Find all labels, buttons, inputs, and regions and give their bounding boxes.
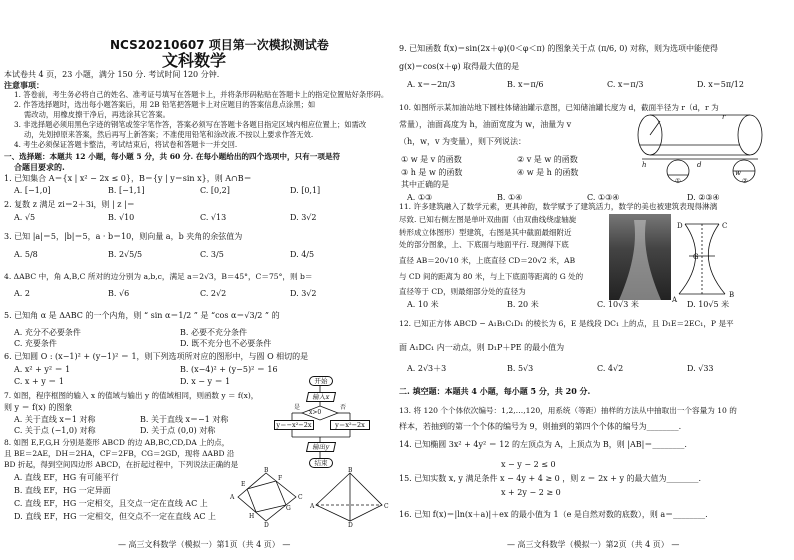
question-11-cont-3: 处的部分图象，上、下底面与地面平行. 现测得下底: [399, 240, 569, 249]
rhombus-label-g: G: [286, 505, 291, 512]
question-2: 2. 复数 z 满足 zi＝2＋3i，则 | z |＝: [4, 200, 135, 209]
q8-option-b: B. 直线 EF，HG 一定异面: [14, 486, 111, 495]
q10-option-d: D. ②③④: [687, 193, 720, 202]
question-13-cont: 样本，若抽到的第一个个体的编号为 9，则抽到的第四个个体的编号为________.: [399, 422, 682, 431]
tank-caption-2: ②: [742, 177, 748, 185]
q10-item-2: ② v 是 w 的函数: [517, 155, 578, 164]
q1-option-d: D. [0,1]: [290, 186, 321, 195]
intro-note-4: 4. 考生必须保证答题卡整洁，考试结束后，将试卷和答题卡一并交回.: [14, 140, 238, 149]
question-16: 16. 已知 f(x)＝|ln(x＋a)|＋ex 的最小值为 1（e 是自然对数的底数），则 a＝________.: [399, 510, 708, 519]
question-10-cont-2: （h，w，v 为变量），则下列说法：: [399, 137, 527, 146]
q4-option-c: C. 2√2: [200, 289, 227, 298]
q2-option-b: B. √10: [108, 213, 135, 222]
rhombus-label-a: A: [230, 494, 235, 501]
rhombus2-label-c: C: [384, 503, 389, 510]
q1-option-c: C. [0,2]: [200, 186, 230, 195]
section-1-heading: 一、选择题：本题共 12 小题，每小题 5 分，共 60 分. 在每小题给出的四个选项中，只有一项是符: [4, 152, 341, 161]
question-4: 4. ΔABC 中，角 A,B,C 所对的边分别为 a,b,c，满足 a＝2√3，B＝45°，C＝75°，则 b＝: [4, 272, 313, 281]
tank-caption-1: ①: [675, 177, 681, 185]
flow-end: 结束: [309, 458, 333, 468]
hyper-label-b: B: [729, 291, 735, 299]
flow-left-process: y＝−x²−2x: [274, 420, 314, 430]
question-9-cont: g(x)＝cos(x＋φ) 取得最大值的是: [399, 62, 520, 71]
question-15: 15. 已知实数 x, y 满足条件 x − 4y + 4 ≥ 0 ，则 z ＝ 2x + y 的最大值为________.: [399, 474, 702, 483]
question-8-cont-2: BD 折起，得到空间四边形 ABCD，在折起过程中，下列说法正确的是: [4, 460, 239, 469]
q10-option-a: A. ①③: [407, 193, 433, 202]
q4-option-d: D. 3√2: [290, 289, 317, 298]
q11-option-b: B. 20 米: [507, 300, 539, 309]
flow-start: 开始: [309, 376, 333, 386]
q10-item-4: ④ w 是 h 的函数: [517, 168, 579, 177]
question-11-cont-2: 转形成立体图形）型建筑，右图是其中截面最细附近: [399, 228, 572, 237]
rhombus-label-b: B: [264, 467, 269, 474]
question-11: 11. 许多建筑融入了数学元素，更具神韵，数学赋予了建筑活力，数学的美也被建筑表现得淋漓: [399, 202, 718, 211]
flow-right-process: y＝x²−2x: [330, 420, 370, 430]
page-2-footer: — 高三文科数学（模拟一）第2页（共 4 页） —: [507, 540, 680, 549]
tower-silhouette-icon: [609, 214, 671, 300]
q15-constraint-3: x + 2y − 2 ≥ 0: [501, 488, 561, 497]
question-5: 5. 已知角 α 是 ΔABC 的一个内角，则 “ sin α＝1/2 ” 是 “cos α＝√3/2 ” 的: [4, 311, 280, 320]
question-3: 3. 已知 |a|＝5，|b|＝5，a · b＝10，则向量 a，b 夹角的余弦值为: [4, 232, 243, 241]
q5-option-c: C. 充要条件: [14, 339, 57, 348]
question-10: 10. 如图所示某加油站地下圆柱体储油罐示意图，已知储油罐长度为 d，截面半径为 r（d，r 为: [399, 103, 719, 112]
intro-note-2: 2. 作答选择题时，选出每小题答案后，用 2B 铅笔把答题卡上对应题目的答案信息点涂黑；如: [14, 100, 316, 109]
q12-option-d: D. √33: [687, 364, 714, 373]
q3-option-d: D. 4/5: [290, 250, 315, 259]
question-11-cont-4: 直径 AB＝20√10 米，上底直径 CD＝20√2 米，AB: [399, 256, 576, 265]
q11-option-a: A. 10 米: [407, 300, 439, 309]
q9-option-b: B. x＝π/6: [507, 80, 544, 89]
section-1-heading-cont: 合题目要求的.: [14, 162, 65, 172]
rhombus-fold-figure: [232, 465, 392, 530]
hyper-label-g: G: [693, 253, 699, 261]
q4-option-a: A. 2: [14, 289, 30, 298]
question-10-cont-1: 常量），油面高度为 h，油面宽度为 w，油量为 v: [399, 120, 572, 129]
intro-note-3b: 动，先划掉原来答案，然后再写上新答案；不准使用铅笔和涂改液.不按以上要求作答无效.: [24, 130, 314, 139]
rhombus-label-f: F: [278, 475, 283, 482]
page-1-footer: — 高三文科数学（模拟一）第1页（共 4 页） —: [118, 540, 291, 549]
hyper-label-a: A: [672, 296, 678, 304]
rhombus-label-d: D: [264, 522, 269, 529]
flow-condition: x>0: [309, 409, 322, 416]
question-13: 13. 将 120 个个体依次编号：1,2,…,120，用系统（等距）抽样的方法从中抽取出一个容量为 10 的: [399, 406, 737, 415]
intro-note-3: 3. 非选择题必须用黑色字迹的钢笔或签字笔作答，答案必须写在答题卡各题目指定区域内相应位置上；如需改: [14, 120, 367, 129]
q7-option-a: A. 关于直线 x＝1 对称: [14, 415, 96, 424]
q6-option-c: C. x + y ＝ 1: [14, 377, 64, 386]
section-2-heading: 二. 填空题：本题共 4 小题，每小题 5 分，共 20 分.: [399, 386, 591, 396]
rhombus2-label-a: A: [310, 503, 315, 510]
question-6: 6. 已知圆 O : (x−1)² + (y−1)² ＝ 1，则下列选项所对应的图形中，与圆 O 相切的是: [4, 352, 309, 361]
q2-option-a: A. √5: [14, 213, 36, 222]
question-11-cont-1: 尽致. 已知右侧左图是单叶双曲面（由双曲线绕虚轴旋: [399, 215, 577, 224]
q8-option-c: C. 直线 EF，HG 一定相交，且交点一定在直线 AC 上: [14, 499, 208, 508]
question-10-cont-3: 其中正确的是: [401, 180, 449, 189]
q5-option-a: A. 充分不必要条件: [14, 328, 81, 337]
question-14: 14. 已知椭圆 3x² + 4y² ＝ 12 的左顶点为 A，上顶点为 B，则 |AB|＝________.: [399, 440, 687, 449]
q9-option-c: C. x＝π/3: [607, 80, 644, 89]
q2-option-c: C. √13: [200, 213, 227, 222]
question-8-cont-1: 且 BE＝2AE，DH＝2HA，CF＝2FB，CG＝2GD，现将 ΔABD 沿: [4, 449, 235, 458]
q12-option-c: C. 4√2: [597, 364, 624, 373]
flow-input: 输入x: [306, 392, 336, 402]
question-7-cont: 则 y ＝ f(x) 的图象: [4, 403, 73, 412]
rhombus-label-c: C: [298, 494, 303, 501]
q6-option-a: A. x² + y² ＝ 1: [14, 365, 71, 374]
q4-option-b: B. √6: [108, 289, 130, 298]
intro-note-1: 1. 答卷前，考生务必将自己的姓名、准考证号填写在答题卡上，并将条形码粘贴在答题卡上的指定位置贴好条形码。: [14, 90, 389, 99]
intro-notes-heading: 注意事项：: [4, 80, 44, 90]
q6-option-d: D. x − y ＝ 1: [180, 377, 231, 386]
question-1: 1. 已知集合 A＝{x | x² − 2x ≤ 0}，B＝{y | y＝sin x}，则 A∩B＝: [4, 174, 252, 183]
q15-constraint-1: x − y − 2 ≤ 0: [501, 460, 556, 469]
rhombus2-label-b: B: [348, 467, 353, 474]
rhombus2-label-d: D: [348, 522, 353, 529]
q10-item-3: ③ h 是 w 的函数: [401, 168, 463, 177]
question-11-cont-6: 直径等于 CD，则最细部分处的直径为: [399, 287, 526, 296]
q3-option-b: B. 2√5/5: [108, 250, 143, 259]
q7-option-c: C. 关于点 (−1,0) 对称: [14, 426, 96, 435]
exam-title: NCS20210607 项目第一次模拟测试卷: [110, 38, 329, 52]
rhombus-label-h: H: [249, 513, 255, 520]
q8-option-a: A. 直线 EF，HG 有可能平行: [14, 473, 119, 482]
q9-option-d: D. x＝5π/12: [697, 80, 744, 89]
q1-option-b: B. [−1,1]: [108, 186, 145, 195]
hyper-label-c: C: [722, 222, 728, 230]
tank-label-d: d: [697, 161, 702, 169]
q1-option-a: A. [−1,0]: [14, 186, 51, 195]
intro-line-1: 本试卷共 4 页，23 小题，满分 150 分. 考试时间 120 分钟.: [4, 70, 220, 79]
question-11-cont-5: 与 CD 间的距离为 80 米，与上下底面等距离的 G 处的: [399, 272, 584, 281]
flow-no-label: 否: [340, 404, 347, 411]
q5-option-d: D. 既不充分也不必要条件: [180, 339, 272, 348]
tank-label-w: w: [735, 169, 741, 177]
question-12-cont: 面 A₁DC₁ 内一动点，则 D₁P＋PE 的最小值为: [399, 343, 565, 352]
q10-option-b: B. ①④: [497, 193, 523, 202]
q5-option-b: B. 必要不充分条件: [180, 328, 247, 337]
flow-yes-label: 是: [294, 404, 301, 411]
rhombus-label-e: E: [241, 481, 246, 488]
q11-option-d: D. 10√5 米: [687, 300, 730, 309]
q6-option-b: B. (x−4)² + (y−5)² ＝ 16: [180, 365, 278, 374]
q2-option-d: D. 3√2: [290, 213, 317, 222]
hyperboloid-photo: [609, 214, 671, 300]
question-8: 8. 如图 E,F,G,H 分别是菱形 ABCD 的边 AB,BC,CD,DA 上的点，: [4, 438, 230, 447]
q3-option-c: C. 3/5: [200, 250, 224, 259]
tank-label-h: h: [642, 161, 647, 169]
hyper-label-d: D: [677, 222, 683, 230]
q10-item-1: ① w 是 v 的函数: [401, 155, 462, 164]
page-2: [397, 0, 794, 560]
intro-note-2b: 需改动，用橡皮擦干净后，再选涂其它答案。: [24, 110, 170, 119]
q12-option-a: A. 2√3＋3: [407, 364, 447, 373]
tank-label-r: r: [722, 113, 726, 121]
q9-option-a: A. x＝−2π/3: [407, 80, 456, 89]
question-12: 12. 已知正方体 ABCD − A₁B₁C₁D₁ 的棱长为 6，E 是线段 DC₁ 上的点，且 D₁E＝2EC₁，P 是平: [399, 319, 734, 328]
oil-tank-figure: [632, 107, 792, 185]
q7-option-d: D. 关于点 (0,0) 对称: [140, 426, 216, 435]
exam-subtitle: 文科数学: [162, 51, 227, 70]
q10-option-c: C. ①③④: [587, 193, 620, 202]
q7-option-b: B. 关于直线 x＝−1 对称: [140, 415, 229, 424]
flow-output: 输出y: [306, 442, 336, 452]
q8-option-d: D. 直线 EF，HG 一定相交，但交点不一定在直线 AC 上: [14, 512, 217, 521]
q11-option-c: C. 10√3 米: [597, 300, 639, 309]
question-7: 7. 如图，程序框图的输入 x 的值域与输出 y 的值域相同，则函数 y ＝ f(x)，: [4, 391, 259, 400]
q3-option-a: A. 5/8: [14, 250, 38, 259]
q12-option-b: B. 5√3: [507, 364, 534, 373]
question-9: 9. 已知函数 f(x)＝sin(2x＋φ)(0＜φ＜π) 的图象关于点 (π/6, 0) 对称，则为选项中能使得: [399, 44, 718, 53]
